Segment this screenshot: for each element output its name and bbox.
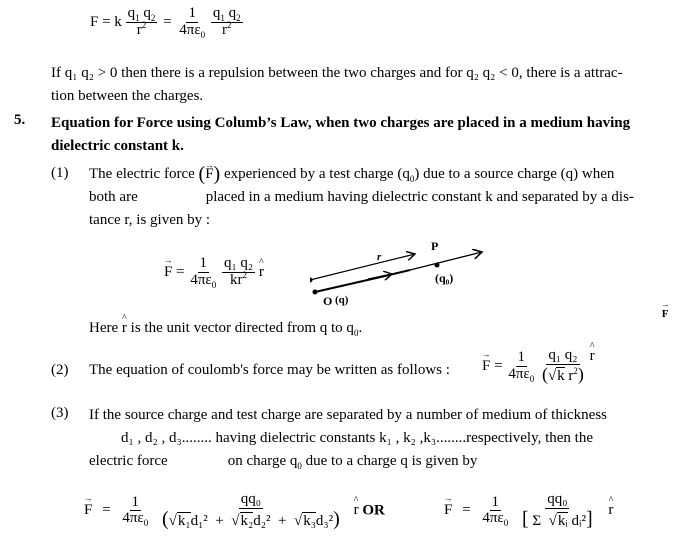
unit-vector-note: Here ^ r is the unit vector directed from q to $q_0$. [89,320,362,337]
item3-label: (3) [51,405,69,421]
label-P: P [431,239,439,253]
item1-equation: → F = $\frac{1}{4\pi\varepsilon_0}$ $\frac{\text{q₁ q₂}}{kr^2}$ ^ r [164,256,264,289]
item2-text: The equation of coulomb's force may be written as follows : [89,362,450,378]
eq-lhs: F = k [90,13,122,30]
item2-label: (2) [51,362,69,378]
coulomb-equation-top [90,6,243,39]
fraction-q1q2-r2-b: $\frac{q_1 q_2}{r^2}$ [212,5,241,38]
label-O: O [323,294,333,308]
section-title-line-1: Equation for Force using Columb’s Law, when two charges are placed in a medium having [51,115,631,131]
section-number: 5. [14,112,26,128]
label-F: → F [662,308,669,320]
label-r: r [377,251,382,263]
label-q: (q) [335,294,349,306]
item3-line-3: electric force on charge $q_0$ due to a charge q is given by [89,453,478,471]
section-title-line-2: dielectric constant k. [51,138,184,154]
item1-label: (1) [51,165,69,181]
repulsion-line-2: tion between the charges. [51,88,204,104]
fraction-constant: $\frac{1}{4\pi\varepsilon_0}$ [179,5,206,40]
repulsion-paragraph [51,62,666,108]
item3-line-2: d₁ , d₂ , d₃........ having dielectric constants k₁ , k₂ ,k₃........respectively, then the [121,430,594,446]
label-q0: (q₀) [435,271,454,285]
item1-text [89,163,664,232]
section-title [51,112,671,158]
fraction-q1q2-r2: $\frac{q_1 q_2}{r^2}$ [127,5,156,38]
item1-line-3: tance r, is given by : [89,212,211,229]
condition-positive: q₁ q₂ > 0 [64,65,118,81]
item3-text [89,404,669,473]
item1-line-1: The electric force (→ F) experienced by a test charge $(q_0)$ due to a source charge (q) when [89,163,664,186]
item3-equation-1: → F = $\frac{1}{4\pi\varepsilon_0}$ $\frac{\text{qq₀}}{\text{(√k₁d₁² + √k₂d₂² + √k₃d₃²)}}$ ^ r OR [84,492,385,530]
condition-negative: q₂ q₂ < 0 [466,65,519,81]
equals-sign: = [163,13,172,30]
item1-line-2: both are placed in a medium having dielectric constant k and separated by a dis- [89,189,634,206]
item2-equation: → F = $\frac{1}{4\pi\varepsilon_0}$ $\frac{\text{q₁ q₂}}{(√k r^2)}$ ^ r [482,348,595,385]
repulsion-line-1: If q₁ q₂ > 0 then there is a repulsion between the two charges and for q₂ q₂ < 0, there is a attrac- [51,65,623,81]
item3-line-1: If the source charge and test charge are separated by a number of medium of thickness [89,407,607,423]
force-direction-diagram [310,234,669,320]
item3-equation-2: → F = $\frac{1}{4\pi\varepsilon_0}$ $\frac{\text{qq₀}}{\text{[ Σ √kᵢ dᵢ²]}}$ ^ r [444,492,613,530]
unit-vector-r: ^ r [259,264,264,281]
force-vector-symbol: → F [205,163,213,186]
or-label: OR [362,502,385,519]
